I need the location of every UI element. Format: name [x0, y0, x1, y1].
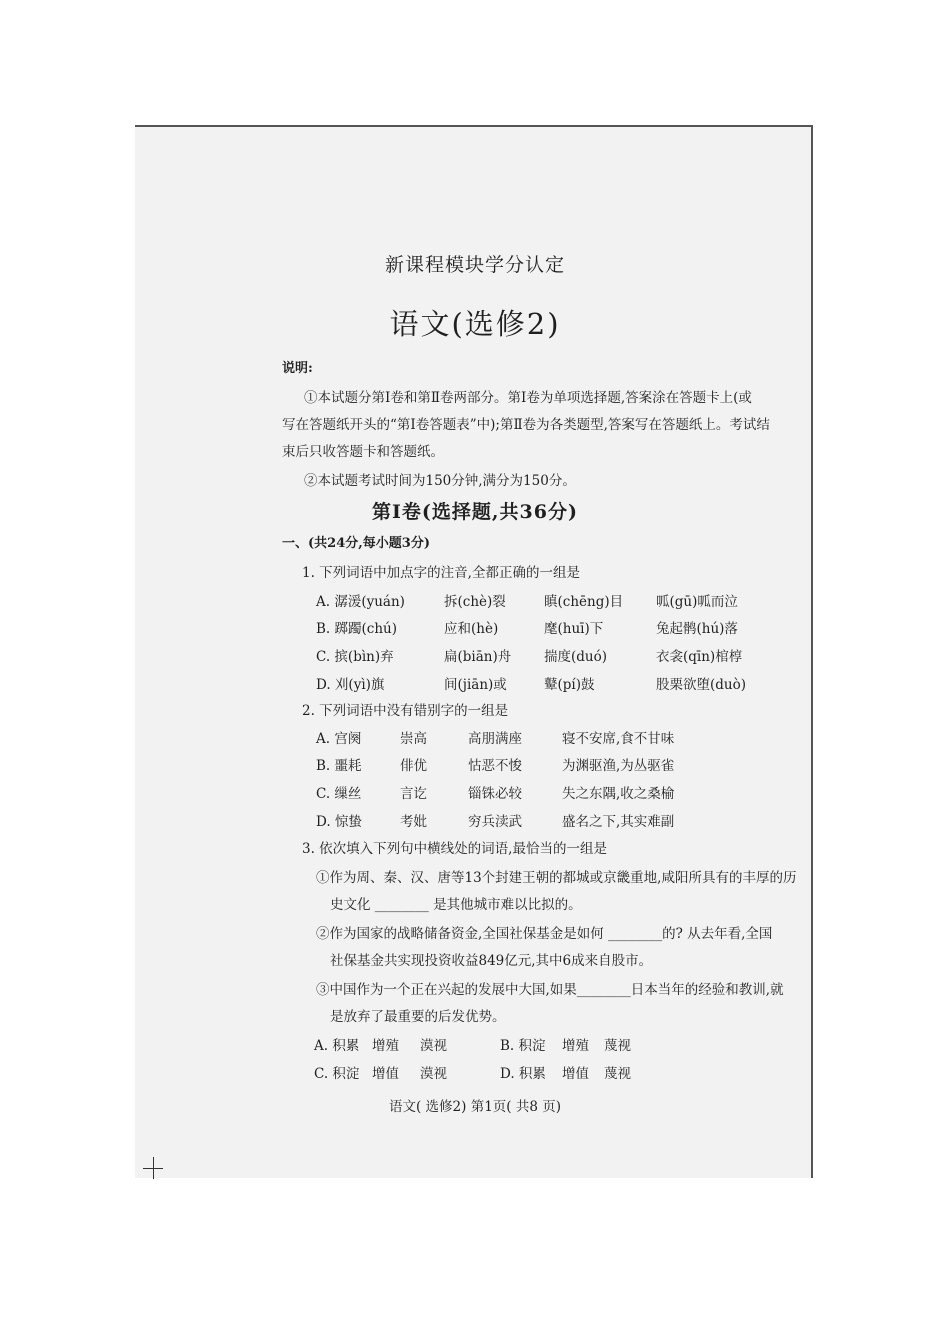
- option-cell: C. 积淀: [314, 1066, 360, 1082]
- sentence-line: ③中国作为一个正在兴起的发展中大国,如果________日本当年的经验和教训,就: [316, 982, 784, 998]
- option-cell: D. 刈(yì)旗: [316, 677, 385, 693]
- sentence-line: 是放弃了最重要的后发优势。: [330, 1009, 506, 1025]
- page-footer: 语文( 选修2) 第1页( 共8 页): [389, 1099, 561, 1115]
- option-cell: 高朋满座: [468, 731, 522, 747]
- instruction-line: ②本试题考试时间为150分钟,满分为150分。: [304, 473, 576, 489]
- option-cell: 崇高: [400, 731, 427, 747]
- option-cell: 怙恶不悛: [468, 758, 522, 774]
- option-cell: 呱(gū)呱而泣: [656, 594, 738, 610]
- option-cell: 为渊驱渔,为丛驱雀: [562, 758, 675, 774]
- option-cell: 间(jiān)或: [444, 677, 507, 693]
- option-cell: D. 惊蛰: [316, 814, 362, 830]
- instructions-label: 说明:: [282, 361, 313, 376]
- option-cell: 漠视: [420, 1038, 447, 1054]
- instruction-line: ①本试题分第Ⅰ卷和第Ⅱ卷两部分。第Ⅰ卷为单项选择题,答案涂在答题卡上(或: [304, 390, 752, 406]
- part-label: 一、(共24分,每小题3分): [282, 536, 430, 551]
- option-cell: D. 积累: [500, 1066, 546, 1082]
- option-cell: B. 踯躅(chú): [316, 621, 397, 637]
- option-cell: 衣衾(qīn)棺椁: [656, 649, 743, 665]
- crop-mark: [153, 1157, 154, 1179]
- sentence-line: ②作为国家的战略储备资金,全国社保基金是如何 ________的? 从去年看,全国: [316, 926, 773, 942]
- section-title: 第Ⅰ卷(选择题,共36分): [372, 501, 578, 523]
- option-cell: 俳优: [400, 758, 427, 774]
- exam-subtitle: 新课程模块学分认定: [384, 254, 565, 276]
- option-cell: 言讫: [400, 786, 427, 802]
- option-cell: 增值: [562, 1066, 589, 1082]
- question-stem: 3. 依次填入下列句中横线处的词语,最恰当的一组是: [302, 841, 607, 857]
- option-cell: B. 积淀: [500, 1038, 546, 1054]
- option-cell: 考妣: [400, 814, 427, 830]
- sentence-line: 史文化 ________ 是其他城市难以比拟的。: [330, 897, 582, 913]
- exam-title: 语文(选修2): [389, 307, 561, 341]
- option-cell: 麾(huī)下: [544, 621, 604, 637]
- option-cell: B. 噩耗: [316, 758, 362, 774]
- option-cell: 增殖: [372, 1038, 399, 1054]
- option-cell: A. 宫阕: [316, 731, 362, 747]
- option-cell: 蔑视: [604, 1066, 631, 1082]
- option-cell: 锱铢必较: [468, 786, 522, 802]
- question-stem: 1. 下列词语中加点字的注音,全都正确的一组是: [302, 565, 580, 581]
- sentence-line: ①作为周、秦、汉、唐等13个封建王朝的都城或京畿重地,咸阳所具有的丰厚的历: [316, 870, 797, 886]
- option-cell: 应和(hè): [444, 621, 499, 637]
- question-stem: 2. 下列词语中没有错别字的一组是: [302, 703, 509, 719]
- option-cell: 失之东隅,收之桑榆: [562, 786, 675, 802]
- option-cell: 鼙(pí)鼓: [544, 677, 595, 693]
- option-cell: 蔑视: [604, 1038, 631, 1054]
- instruction-line: 束后只收答题卡和答题纸。: [282, 444, 444, 460]
- option-cell: 瞋(chēng)目: [544, 594, 624, 610]
- option-cell: 扁(biān)舟: [444, 649, 512, 665]
- option-cell: 增值: [372, 1066, 399, 1082]
- option-cell: 拆(chè)裂: [444, 594, 506, 610]
- option-cell: 兔起鹘(hú)落: [656, 621, 738, 637]
- option-cell: 漠视: [420, 1066, 447, 1082]
- sentence-line: 社保基金共实现投资收益849亿元,其中6成来自股市。: [330, 953, 653, 969]
- option-cell: C. 缫丝: [316, 786, 362, 802]
- option-cell: 股栗欲堕(duò): [656, 677, 746, 693]
- option-cell: A. 潺湲(yuán): [316, 594, 405, 610]
- option-cell: 寝不安席,食不甘味: [562, 731, 675, 747]
- option-cell: C. 摈(bìn)弃: [316, 649, 394, 665]
- option-cell: 盛名之下,其实难副: [562, 814, 675, 830]
- option-cell: A. 积累: [314, 1038, 360, 1054]
- option-cell: 穷兵渎武: [468, 814, 522, 830]
- option-cell: 增殖: [562, 1038, 589, 1054]
- instruction-line: 写在答题纸开头的“第Ⅰ卷答题表”中);第Ⅱ卷为各类题型,答案写在答题纸上。考试结: [282, 417, 770, 433]
- option-cell: 揣度(duó): [544, 649, 607, 665]
